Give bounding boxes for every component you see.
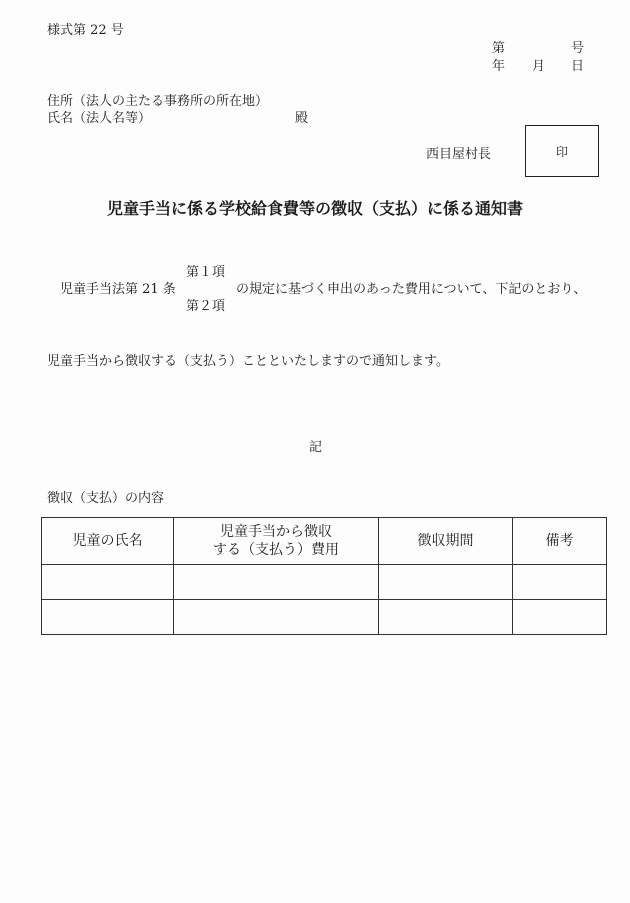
header-period: 徴収期間 (379, 518, 513, 565)
form-number: 様式第 22 号 (47, 23, 124, 38)
header-fee-line-1: 児童手当から徴収 (220, 524, 332, 540)
table-row (42, 600, 607, 635)
content-table (41, 517, 607, 635)
table-cell (42, 600, 174, 635)
header-child-name: 児童の氏名 (42, 518, 174, 565)
date-day: 日 (571, 59, 585, 74)
header-fee-line-2: する（支払う）費用 (213, 542, 339, 558)
table-cell (42, 565, 174, 600)
address-label: 住所（法人の主たる事務所の所在地） (47, 94, 269, 109)
issuer-title: 西目屋村長 (426, 147, 492, 162)
seal-box (525, 125, 599, 177)
table-cell (174, 600, 379, 635)
table-row (42, 565, 607, 600)
table-cell (513, 600, 607, 635)
body-line-2: 児童手当から徴収する（支払う）ことといたしますので通知します。 (47, 354, 449, 369)
table-cell (174, 565, 379, 600)
body-line-1: の規定に基づく申出のあった費用について、下記のとおり、 (236, 282, 587, 297)
seal-label: 印 (555, 144, 568, 159)
clause-1: 第１項 (186, 265, 226, 280)
header-fee (174, 518, 379, 565)
table-cell (513, 565, 607, 600)
table-header-row (42, 518, 607, 565)
date-month: 月 (532, 59, 546, 74)
section-label: 徴収（支払）の内容 (47, 491, 165, 506)
header-remarks: 備考 (513, 518, 607, 565)
table-cell (379, 600, 513, 635)
doc-number-dai: 第 (492, 41, 506, 56)
clause-2: 第２項 (186, 299, 226, 314)
table-cell (379, 565, 513, 600)
ki-mark: 記 (309, 440, 323, 455)
document-title: 児童手当に係る学校給食費等の徴収（支払）に係る通知書 (106, 199, 523, 218)
doc-number-go: 号 (571, 41, 585, 56)
name-label: 氏名（法人名等） (47, 111, 152, 126)
honorific: 殿 (295, 111, 309, 126)
date-year: 年 (492, 59, 506, 74)
law-prefix: 児童手当法第 21 条 (60, 282, 176, 297)
